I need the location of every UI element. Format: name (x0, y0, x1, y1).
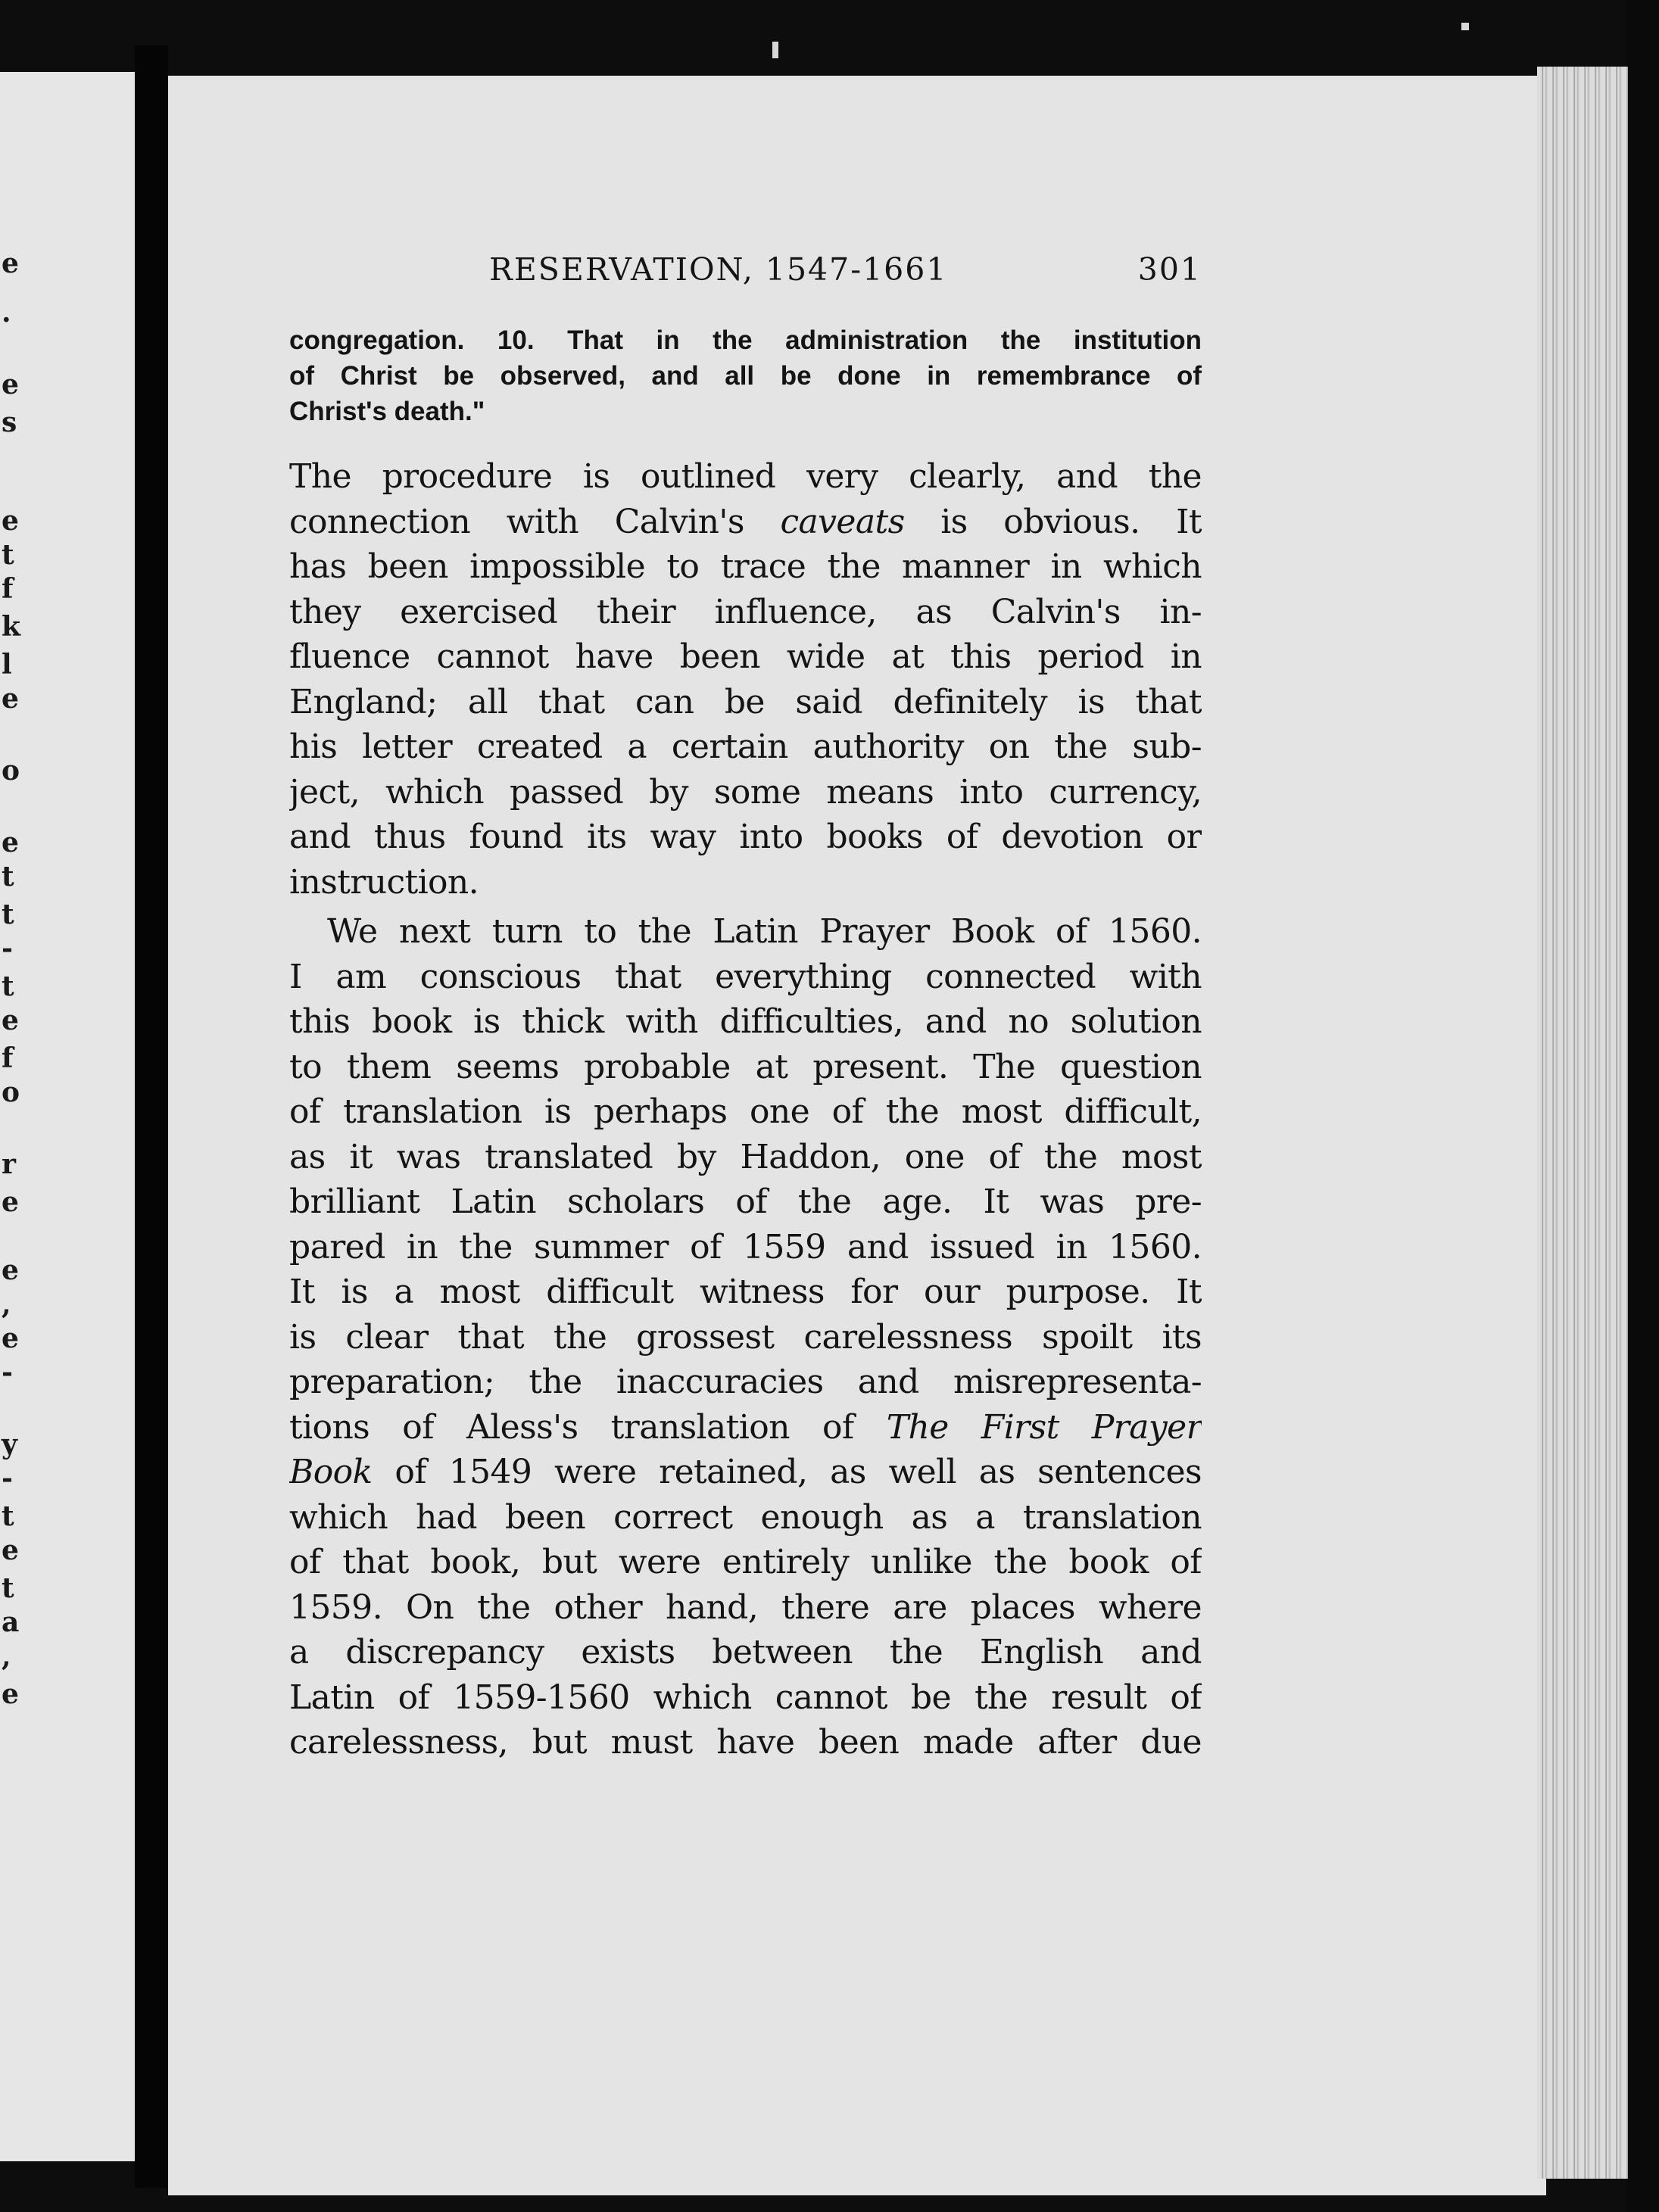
left-page-fragment: o (2, 1076, 20, 1108)
body-line: they exercised their influence, as Calvin's in- (289, 592, 1202, 631)
left-page-fragment: . (2, 297, 11, 329)
left-page-fragment: - (2, 1357, 13, 1388)
left-page-fragment: a (2, 1606, 20, 1638)
left-page-fragment: e (2, 1186, 19, 1218)
left-page-fragment: e (2, 1323, 19, 1354)
left-page-fragment: , (2, 1640, 11, 1672)
body-line: brilliant Latin scholars of the age. It was pre- (289, 1182, 1202, 1221)
left-page-fragment: e (2, 1678, 19, 1710)
left-page-edge (0, 72, 144, 2161)
body-line: of that book, but were entirely unlike the book of (289, 1543, 1202, 1581)
left-page-fragment: - (2, 933, 13, 964)
left-page-fragment: e (2, 1254, 19, 1286)
body-line: to them seems probable at present. The question (289, 1047, 1202, 1086)
left-page-fragment: e (2, 505, 19, 537)
paragraph-procedure (289, 454, 1202, 905)
left-page-fragment: - (2, 1463, 13, 1494)
body-line: tions of Aless's translation of The First Prayer (289, 1407, 1202, 1447)
body-line: carelessness, but must have been made after due (289, 1723, 1202, 1762)
body-line: instruction. (289, 862, 479, 902)
left-page-fragment: e (2, 1005, 19, 1036)
left-page-fragment: s (2, 407, 17, 438)
page-number: 301 (1137, 251, 1202, 288)
body-line: and thus found its way into books of devotion or (289, 818, 1202, 856)
body-line: The procedure is outlined very clearly, and the (289, 457, 1202, 496)
body-line: Latin of 1559-1560 which cannot be the result of (289, 1678, 1202, 1717)
left-page-fragment: t (2, 1572, 14, 1604)
scan-mark (1461, 23, 1469, 30)
body-line: this book is thick with difficulties, and no solution (289, 1002, 1202, 1041)
body-line: is clear that the grossest carelessness spoilt its (289, 1317, 1202, 1357)
book-page (168, 76, 1546, 2195)
page-edges-stack (1537, 67, 1636, 2179)
left-page-fragment: e (2, 1534, 19, 1566)
left-page-fragment: t (2, 861, 14, 893)
left-page-fragment: t (2, 899, 14, 930)
left-page-text-fragments (2, 72, 32, 2161)
left-page-fragment: r (2, 1148, 16, 1180)
left-page-fragment: e (2, 248, 19, 279)
left-page-fragment: t (2, 970, 14, 1002)
paragraph-latin-prayer-book (289, 909, 1202, 1765)
left-page-fragment: e (2, 827, 19, 858)
body-line: England; all that can be said definitely is that (289, 682, 1202, 721)
quotation-line: Christ's death." (289, 397, 485, 426)
left-page-fragment: e (2, 683, 19, 715)
running-head (289, 251, 1202, 297)
running-head-title: RESERVATION, 1547-1661 (489, 251, 948, 288)
left-page-fragment: k (2, 611, 20, 643)
left-page-fragment: o (2, 755, 20, 787)
left-page-fragment: y (2, 1428, 17, 1460)
body-line: pared in the summer of 1559 and issued in 1560. (289, 1227, 1202, 1266)
body-line: which had been correct enough as a translation (289, 1497, 1202, 1537)
body-line: Book of 1549 were retained, as well as sentences (289, 1453, 1202, 1491)
body-line: I am conscious that everything connected with (289, 957, 1202, 996)
quotation-block (289, 322, 1202, 429)
body-line: connection with Calvin's caveats is obvious. It (289, 502, 1202, 541)
body-line: 1559. On the other hand, there are places where (289, 1587, 1202, 1627)
body-line: preparation; the inaccuracies and misrepresenta- (289, 1363, 1202, 1401)
body-line: fluence cannot have been wide at this period in (289, 637, 1202, 676)
book-gutter (135, 45, 168, 2188)
body-line: as it was translated by Haddon, one of the most (289, 1137, 1202, 1176)
body-line: a discrepancy exists between the English and (289, 1633, 1202, 1671)
body-line: We next turn to the Latin Prayer Book of 1560. (327, 912, 1202, 951)
left-page-fragment: f (2, 573, 14, 605)
body-line: ject, which passed by some means into currency, (289, 772, 1202, 812)
body-line: It is a most difficult witness for our purpose. It (289, 1273, 1202, 1311)
scan-border-right (1628, 0, 1659, 2212)
left-page-fragment: e (2, 369, 19, 400)
left-page-fragment: f (2, 1042, 14, 1074)
left-page-fragment: , (2, 1288, 11, 1320)
scan-mark (772, 42, 778, 58)
body-line: of translation is perhaps one of the most difficult, (289, 1092, 1202, 1131)
quotation-line: of Christ be observed, and all be done in remembrance of (289, 361, 1202, 391)
quotation-line: congregation. 10. That in the administration the institution (289, 326, 1202, 355)
left-page-fragment: t (2, 539, 14, 571)
body-line: has been impossible to trace the manner in which (289, 547, 1202, 586)
body-line: his letter created a certain authority on the sub- (289, 727, 1202, 766)
left-page-fragment: t (2, 1500, 14, 1532)
left-page-fragment: l (2, 649, 12, 681)
